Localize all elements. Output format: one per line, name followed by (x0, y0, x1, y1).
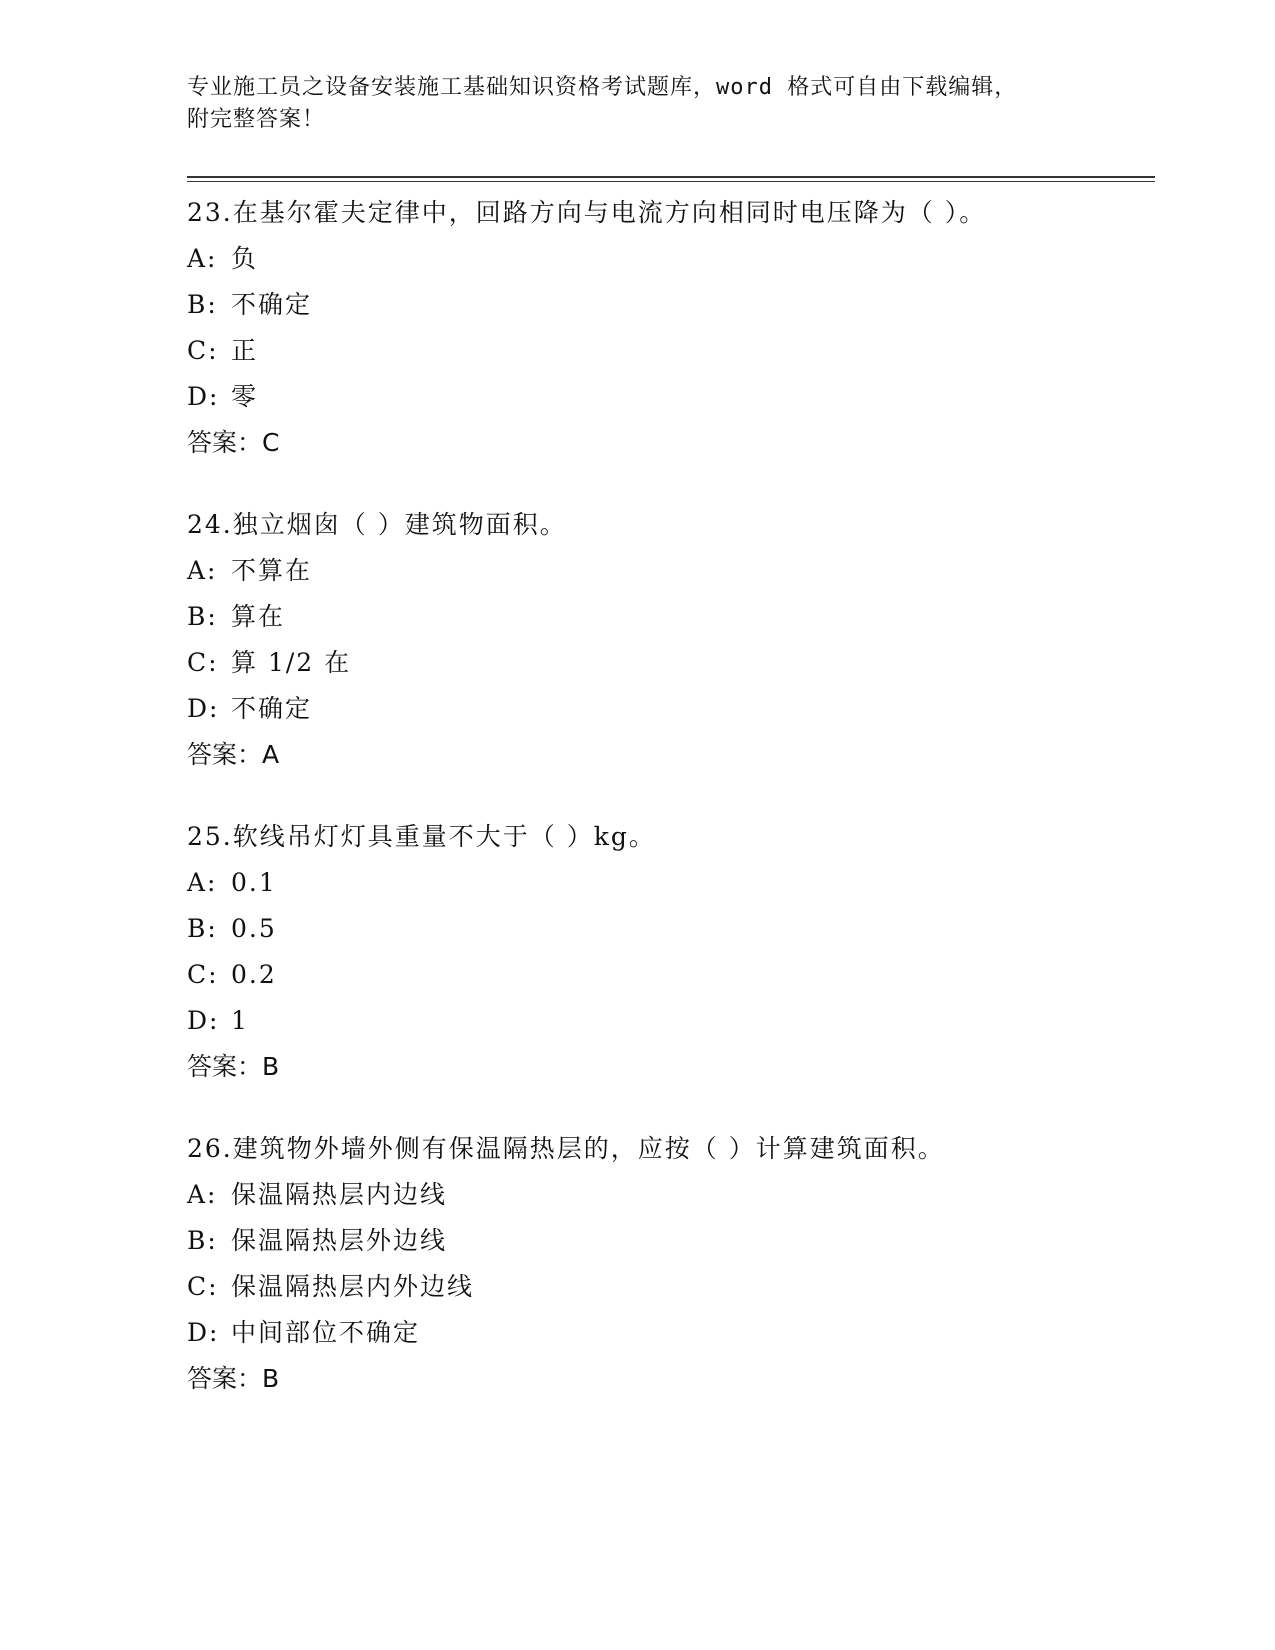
option-letter: A: (187, 556, 218, 585)
question-26 (187, 1126, 1155, 1402)
option-b (187, 282, 1155, 328)
option-a (187, 860, 1155, 906)
option-letter: A: (187, 244, 218, 273)
option-letter: B: (187, 914, 218, 943)
answer-label: 答案： (187, 1364, 263, 1393)
option-d (187, 374, 1155, 420)
answer-line (187, 420, 1155, 466)
option-c (187, 952, 1155, 998)
option-text: 负 (231, 244, 259, 273)
option-letter: C: (187, 1272, 219, 1301)
option-letter: D: (187, 1006, 220, 1035)
option-text: 不确定 (231, 290, 313, 319)
option-letter: C: (187, 648, 219, 677)
header-divider-thick (187, 176, 1155, 178)
question-stem: 26.建筑物外墙外侧有保温隔热层的，应按（ ）计算建筑面积。 (187, 1134, 945, 1163)
option-letter: C: (187, 336, 219, 365)
option-letter: D: (187, 382, 220, 411)
option-d (187, 1310, 1155, 1356)
question-stem: 23.在基尔霍夫定律中，回路方向与电流方向相同时电压降为（ ）。 (187, 198, 987, 227)
answer-label: 答案： (187, 428, 263, 457)
option-d (187, 998, 1155, 1044)
header-divider-thin (187, 181, 1155, 182)
option-b (187, 594, 1155, 640)
option-letter: B: (187, 1226, 218, 1255)
option-c (187, 640, 1155, 686)
option-text: 保温隔热层内外边线 (231, 1272, 475, 1301)
question-stem: 24.独立烟囱（ ）建筑物面积。 (187, 510, 567, 539)
option-letter: D: (187, 694, 220, 723)
answer-value: B (262, 1052, 280, 1081)
answer-label: 答案： (187, 1052, 263, 1081)
option-letter: C: (187, 960, 219, 989)
option-text: 保温隔热层内边线 (231, 1180, 448, 1209)
question-24 (187, 502, 1155, 778)
option-text: 保温隔热层外边线 (231, 1226, 448, 1255)
answer-value: B (262, 1364, 280, 1393)
option-a (187, 236, 1155, 282)
document-header (187, 72, 1067, 136)
option-letter: B: (187, 602, 218, 631)
option-text: 不算在 (231, 556, 313, 585)
option-text: 1 (231, 1006, 249, 1035)
answer-value: A (262, 740, 280, 769)
option-text: 0.1 (231, 868, 277, 897)
question-23 (187, 190, 1155, 466)
option-letter: A: (187, 1180, 218, 1209)
option-d (187, 686, 1155, 732)
option-text: 正 (231, 336, 259, 365)
option-a (187, 1172, 1155, 1218)
option-a (187, 548, 1155, 594)
option-text: 中间部位不确定 (231, 1318, 421, 1347)
option-letter: B: (187, 290, 218, 319)
option-text: 零 (231, 382, 259, 411)
option-b (187, 1218, 1155, 1264)
option-text: 0.5 (231, 914, 277, 943)
option-c (187, 1264, 1155, 1310)
answer-line (187, 1044, 1155, 1090)
option-c (187, 328, 1155, 374)
question-stem: 25.软线吊灯灯具重量不大于（ ）kg。 (187, 822, 656, 851)
option-text: 算 1/2 在 (231, 648, 352, 677)
question-list (187, 190, 1155, 1438)
header-line-2: 附完整答案！ (187, 107, 326, 132)
option-text: 不确定 (231, 694, 313, 723)
option-b (187, 906, 1155, 952)
option-text: 0.2 (231, 960, 277, 989)
option-text: 算在 (231, 602, 286, 631)
header-line-1: 专业施工员之设备安装施工基础知识资格考试题库，word 格式可自由下载编辑， (187, 75, 1018, 100)
question-25 (187, 814, 1155, 1090)
option-letter: A: (187, 868, 218, 897)
answer-line (187, 732, 1155, 778)
option-letter: D: (187, 1318, 220, 1347)
answer-line (187, 1356, 1155, 1402)
answer-label: 答案： (187, 740, 263, 769)
answer-value: C (262, 428, 280, 457)
